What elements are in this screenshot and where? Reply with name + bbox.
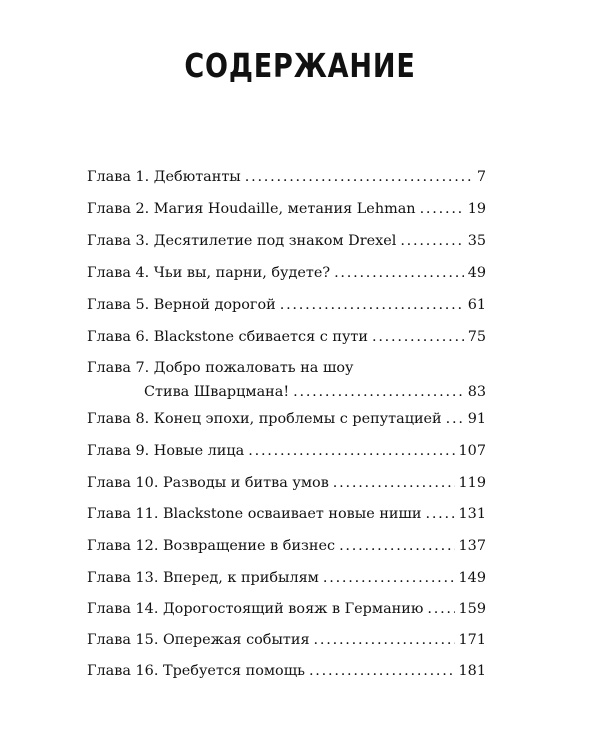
- chapter-title: Глава 9. Новые лица: [87, 443, 245, 459]
- dot-leader: [420, 198, 464, 220]
- dot-leader: [245, 166, 473, 188]
- toc-entry-6[interactable]: [87, 326, 486, 348]
- dot-leader: [427, 598, 454, 620]
- page-number: 131: [458, 506, 486, 522]
- toc-entry-8[interactable]: [87, 408, 486, 430]
- chapter-title: Глава 16. Требуется помощь: [87, 663, 305, 679]
- dot-leader: [309, 660, 455, 682]
- chapter-title: Глава 13. Вперед, к прибылям: [87, 570, 319, 586]
- dot-leader: [339, 535, 454, 557]
- chapter-title: Глава 11. Blackstone осваивает новые ниши: [87, 506, 422, 522]
- chapter-title: Глава 6. Blackstone сбивается с пути: [87, 329, 368, 345]
- toc-entry-12[interactable]: [87, 535, 486, 557]
- dot-leader: [333, 472, 455, 494]
- toc-entry-13[interactable]: [87, 567, 486, 589]
- chapter-title-continued: Стива Шварцмана!: [144, 384, 290, 400]
- dot-leader: [323, 567, 455, 589]
- page-number: 181: [458, 663, 486, 679]
- dot-leader: [372, 326, 464, 348]
- chapter-title: Глава 14. Дорогостоящий вояж в Германию: [87, 601, 424, 617]
- toc-entry-4[interactable]: [87, 262, 486, 284]
- chapter-title: Глава 15. Опережая события: [87, 632, 310, 648]
- toc-entry-10[interactable]: [87, 472, 486, 494]
- toc-entry-1[interactable]: [87, 166, 486, 188]
- chapter-title: Глава 4. Чьи вы, парни, будете?: [87, 265, 331, 281]
- toc-entry-3[interactable]: [87, 230, 486, 252]
- dot-leader: [425, 503, 454, 525]
- toc-entry-14[interactable]: [87, 598, 486, 620]
- page-number: 171: [458, 632, 486, 648]
- chapter-title: Глава 3. Десятилетие под знаком Drexel: [87, 233, 397, 249]
- dot-leader: [248, 440, 454, 462]
- toc-entry-5[interactable]: [87, 294, 486, 316]
- chapter-title: Глава 12. Возвращение в бизнес: [87, 538, 336, 554]
- page-number: 19: [467, 201, 486, 217]
- page-number: 159: [458, 601, 486, 617]
- page-number: 91: [467, 411, 486, 427]
- toc-entry-16[interactable]: [87, 660, 486, 682]
- dot-leader: [314, 629, 455, 651]
- page-number: 137: [458, 538, 486, 554]
- toc-entry-15[interactable]: [87, 629, 486, 651]
- chapter-title: Глава 2. Магия Houdaille, метания Lehman: [87, 201, 416, 217]
- page-number: 35: [467, 233, 486, 249]
- page-number: 75: [467, 329, 486, 345]
- dot-leader: [280, 294, 464, 316]
- chapter-title: Глава 5. Верной дорогой: [87, 297, 276, 313]
- dot-leader: [446, 408, 464, 430]
- chapter-title: Глава 7. Добро пожаловать на шоу: [87, 360, 354, 376]
- page-number: 7: [476, 169, 486, 185]
- page-number: 107: [458, 443, 486, 459]
- page-number: 61: [467, 297, 486, 313]
- chapter-title: Глава 1. Дебютанты: [87, 169, 241, 185]
- dot-leader: [334, 262, 464, 284]
- page-number: 119: [458, 475, 486, 491]
- toc-entry-7[interactable]: [87, 357, 486, 403]
- dot-leader: [400, 230, 463, 252]
- chapter-title: Глава 10. Разводы и битва умов: [87, 475, 329, 491]
- toc-entry-2[interactable]: [87, 198, 486, 220]
- toc-entry-9[interactable]: [87, 440, 486, 462]
- page-number: 149: [458, 570, 486, 586]
- toc-entry-11[interactable]: [87, 503, 486, 525]
- page-number: 83: [467, 384, 486, 400]
- chapter-title: Глава 8. Конец эпохи, проблемы с репутацией: [87, 411, 442, 427]
- page-title: СОДЕРЖАНИЕ: [184, 46, 416, 85]
- dot-leader: [293, 381, 464, 403]
- page-number: 49: [467, 265, 486, 281]
